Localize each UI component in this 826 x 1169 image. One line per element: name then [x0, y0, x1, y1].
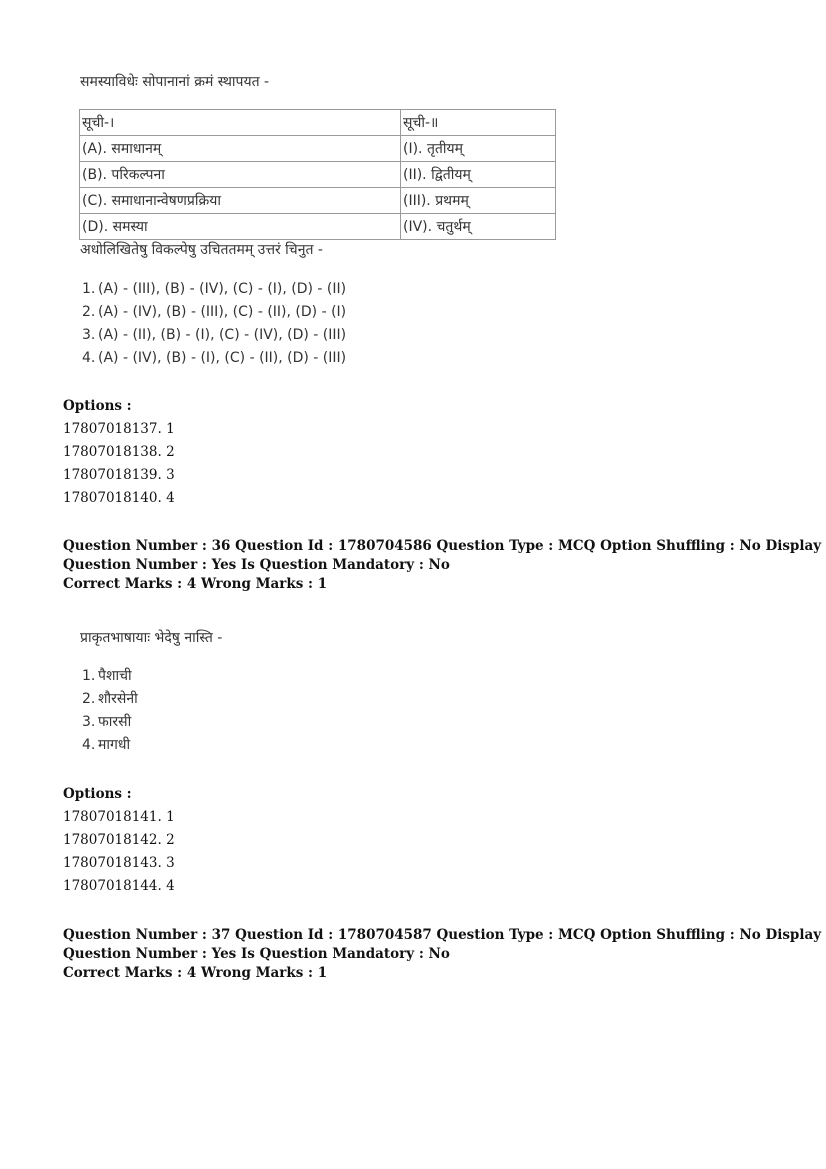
- choice-number: 2.: [82, 691, 96, 707]
- option-id: 17807018141. 1: [63, 809, 175, 825]
- question-meta-line: Question Number : Yes Is Question Mandatory : No: [63, 946, 450, 962]
- q35-options-label: Options :: [63, 398, 132, 414]
- table-header-list1: सूची-।: [80, 110, 401, 136]
- choice-number: 3.: [82, 327, 96, 343]
- table-cell: (B). परिकल्पना: [80, 162, 401, 188]
- choice-number: 1.: [82, 668, 96, 684]
- list-item: [82, 278, 346, 301]
- choice-text: पैशाची: [98, 668, 132, 684]
- choice-number: 3.: [82, 714, 96, 730]
- q35-instruction: समस्याविधेः सोपानानां क्रमं स्थापयत -: [80, 74, 270, 90]
- table-cell: (II). द्वितीयम्: [401, 162, 556, 188]
- match-table: [79, 109, 556, 240]
- table-header-row: [80, 110, 556, 136]
- q36-options-list: [63, 806, 175, 898]
- list-item: [82, 324, 346, 347]
- table-cell: (I). तृतीयम्: [401, 136, 556, 162]
- choice-number: 4.: [82, 350, 96, 366]
- q36-choice-list: [82, 665, 138, 757]
- question-meta-line: Question Number : 37 Question Id : 1780704587 Question Type : MCQ Option Shuffling : No Display: [63, 927, 822, 943]
- table-row: [80, 162, 556, 188]
- choice-number: 2.: [82, 304, 96, 320]
- question-meta-line: Correct Marks : 4 Wrong Marks : 1: [63, 576, 328, 592]
- question-meta-line: Question Number : 36 Question Id : 1780704586 Question Type : MCQ Option Shuffling : No Display: [63, 538, 822, 554]
- question-meta-line: Correct Marks : 4 Wrong Marks : 1: [63, 965, 328, 981]
- choice-text: (A) - (IV), (B) - (I), (C) - (II), (D) - (III): [98, 350, 347, 366]
- q35-options-list: [63, 418, 175, 510]
- q36-meta: [63, 537, 821, 594]
- choice-text: शौरसेनी: [98, 691, 138, 707]
- option-id: 17807018143. 3: [63, 855, 175, 871]
- table-cell: (III). प्रथमम्: [401, 188, 556, 214]
- option-id: 17807018142. 2: [63, 832, 175, 848]
- q35-choice-list: [82, 278, 346, 370]
- choice-number: 4.: [82, 737, 96, 753]
- list-item: [82, 347, 346, 370]
- list-item: [82, 688, 138, 711]
- choice-number: 1.: [82, 281, 96, 297]
- table-row: [80, 136, 556, 162]
- list-item: [82, 711, 138, 734]
- q36-options-label: Options :: [63, 786, 132, 802]
- table-row: [80, 188, 556, 214]
- table-cell: (D). समस्या: [80, 214, 401, 240]
- choice-text: (A) - (III), (B) - (IV), (C) - (I), (D) - (II): [98, 281, 347, 297]
- q36-prompt: प्राकृतभाषायाः भेदेषु नास्ति -: [80, 630, 223, 646]
- table-cell: (A). समाधानम्: [80, 136, 401, 162]
- option-id: 17807018140. 4: [63, 490, 175, 506]
- option-id: 17807018137. 1: [63, 421, 175, 437]
- option-id: 17807018144. 4: [63, 878, 175, 894]
- table-header-list2: सूची-॥: [401, 110, 556, 136]
- list-item: [82, 301, 346, 324]
- question-meta-line: Question Number : Yes Is Question Mandatory : No: [63, 557, 450, 573]
- table-row: [80, 214, 556, 240]
- choice-text: (A) - (IV), (B) - (III), (C) - (II), (D) - (I): [98, 304, 347, 320]
- list-item: [82, 665, 138, 688]
- table-cell: (IV). चतुर्थम्: [401, 214, 556, 240]
- option-id: 17807018139. 3: [63, 467, 175, 483]
- option-id: 17807018138. 2: [63, 444, 175, 460]
- table-cell: (C). समाधानान्वेषणप्रक्रिया: [80, 188, 401, 214]
- choice-text: मागधी: [98, 737, 131, 753]
- list-item: [82, 734, 138, 757]
- choice-text: (A) - (II), (B) - (I), (C) - (IV), (D) - (III): [98, 327, 347, 343]
- choice-text: फारसी: [98, 714, 132, 730]
- q35-prompt: अधोलिखितेषु विकल्पेषु उचिततमम् उत्तरं चिनुत -: [80, 242, 323, 258]
- q37-meta: [63, 926, 821, 983]
